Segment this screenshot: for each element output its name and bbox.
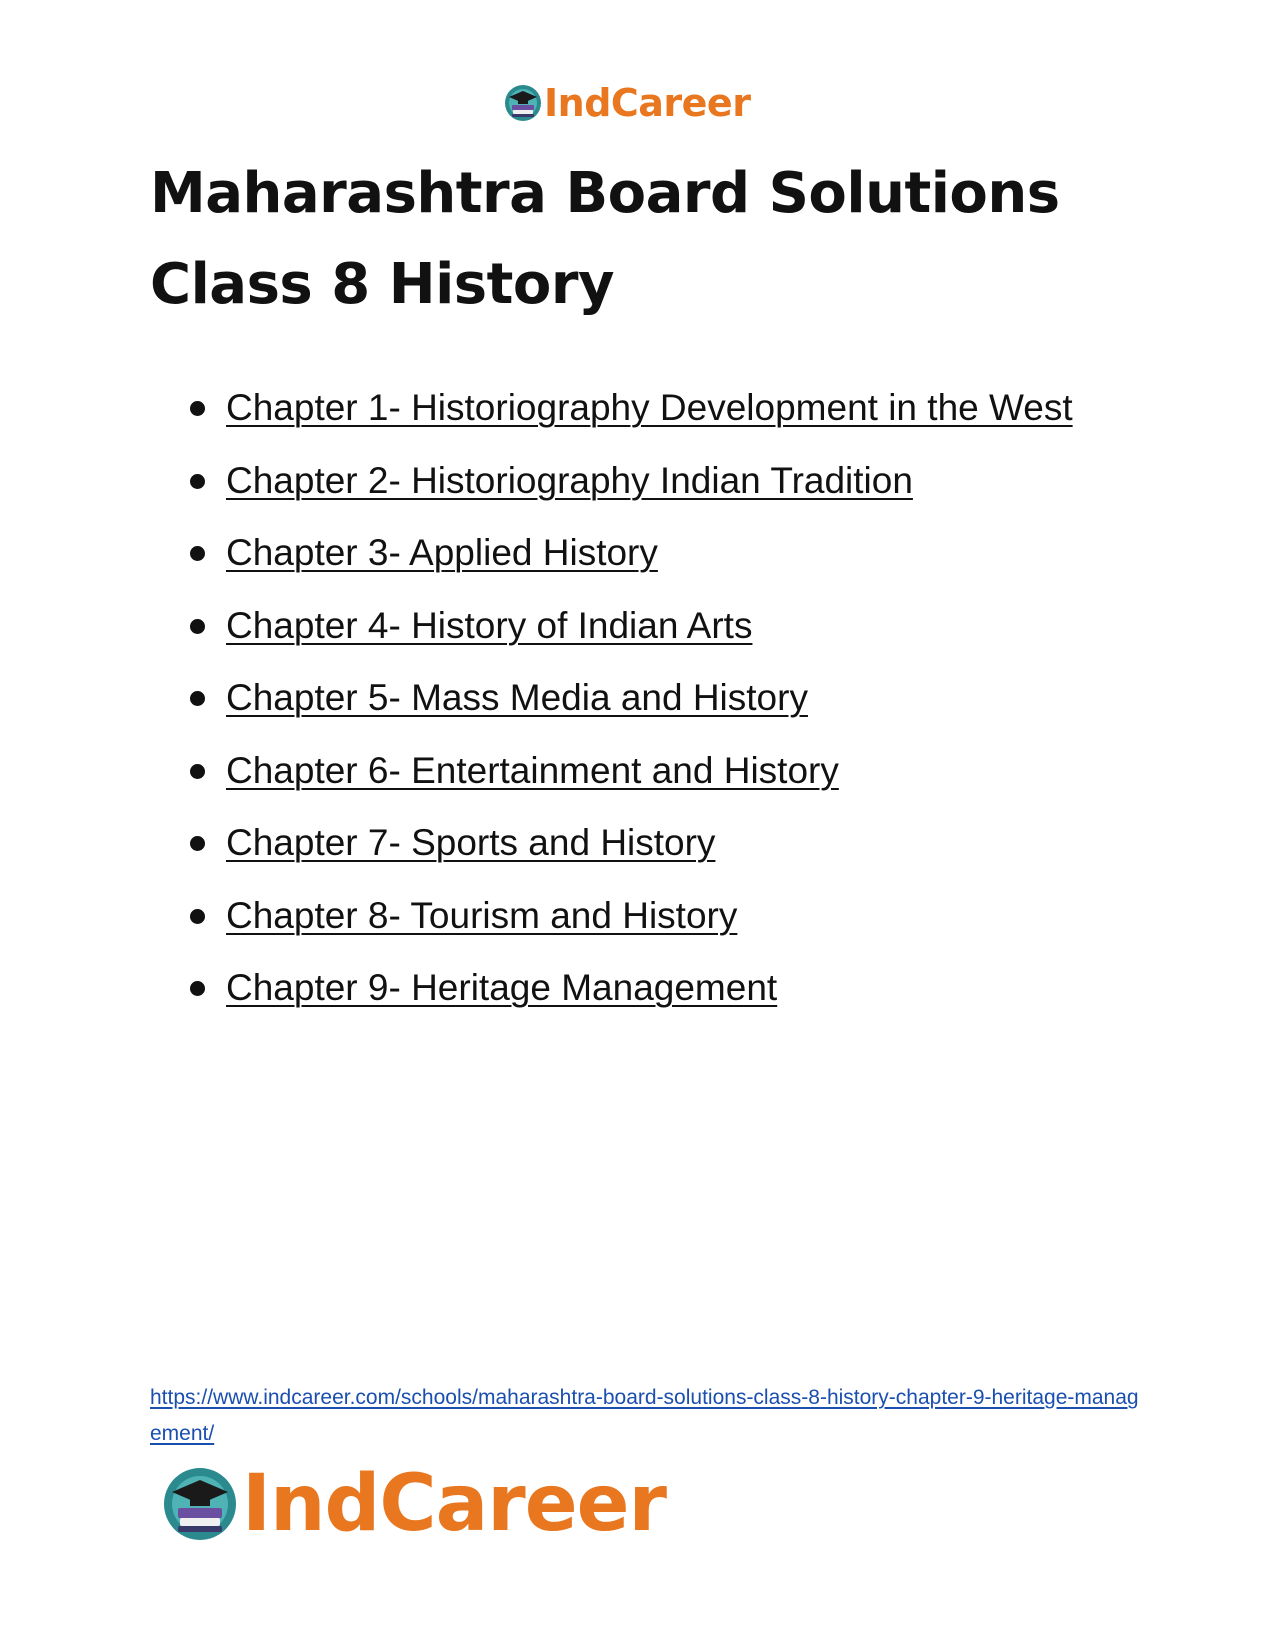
bullet-icon xyxy=(190,546,205,561)
chapter-2-link[interactable]: Chapter 2- Historiography Indian Tradition xyxy=(226,459,913,501)
bullet-icon xyxy=(190,619,205,634)
brand-wordmark: IndCareer xyxy=(544,81,751,125)
list-item xyxy=(190,445,1090,518)
chapter-8-link[interactable]: Chapter 8- Tourism and History xyxy=(226,894,738,936)
graduation-books-globe-icon xyxy=(503,83,543,123)
source-url-link[interactable]: https://www.indcareer.com/schools/maharashtra-board-solutions-class-8-history-chapter-9-heritage-management/ xyxy=(150,1386,1139,1445)
bullet-icon xyxy=(190,981,205,996)
chapter-5-link[interactable]: Chapter 5- Mass Media and History xyxy=(226,677,808,718)
list-item xyxy=(190,662,1090,735)
list-item xyxy=(190,807,1090,880)
bullet-icon xyxy=(190,474,205,489)
list-item xyxy=(190,880,1090,953)
chapter-4-link[interactable]: Chapter 4- History of Indian Arts xyxy=(226,604,753,646)
bullet-icon xyxy=(190,909,205,924)
page-title-line-1: Maharashtra Board Solutions xyxy=(150,161,1060,226)
indcareer-logo-top xyxy=(503,80,750,126)
list-item xyxy=(190,735,1090,808)
chapter-7-link[interactable]: Chapter 7- Sports and History xyxy=(226,822,716,863)
list-item xyxy=(190,952,1090,1025)
brand-wordmark: IndCareer xyxy=(242,1459,666,1549)
list-item xyxy=(190,372,1090,445)
list-item xyxy=(190,517,1090,590)
chapter-1-link[interactable]: Chapter 1- Historiography Development in the West xyxy=(226,387,1073,428)
page-title xyxy=(150,148,1150,330)
chapter-list xyxy=(190,372,1090,1025)
bullet-icon xyxy=(190,401,205,416)
bullet-icon xyxy=(190,836,205,851)
indcareer-logo-bottom xyxy=(160,1459,666,1549)
page-title-line-2: Class 8 History xyxy=(150,252,614,317)
bullet-icon xyxy=(190,764,205,779)
chapter-6-link[interactable]: Chapter 6- Entertainment and History xyxy=(226,749,839,791)
chapter-3-link[interactable]: Chapter 3- Applied History xyxy=(226,532,658,573)
chapter-9-link[interactable]: Chapter 9- Heritage Management xyxy=(226,967,778,1008)
list-item xyxy=(190,590,1090,663)
graduation-books-globe-icon xyxy=(160,1464,240,1544)
bullet-icon xyxy=(190,691,205,706)
